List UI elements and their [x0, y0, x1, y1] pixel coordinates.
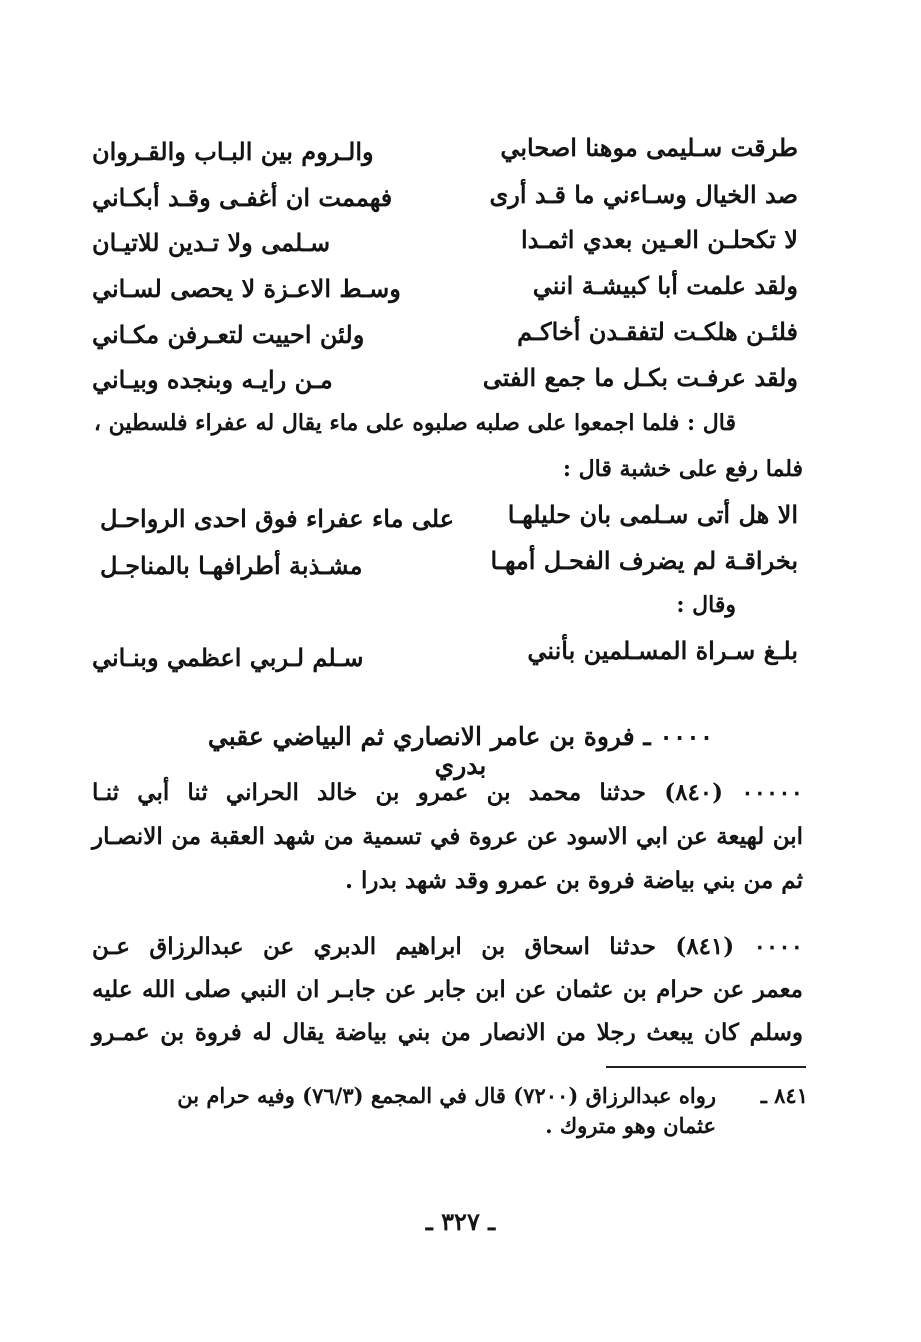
- poem2-line2-hemistich-right: بخراقـة لم يضرف الفحـل أمهـا: [490, 546, 798, 575]
- poem1-line2-hemistich-right: صد الخيال وسـاءني ما قـد أرى: [489, 180, 798, 209]
- poem1-line5-hemistich-left: ولئن احييت لتعـرفن مكـاني: [92, 320, 365, 349]
- poem1-line6-hemistich-right: ولقد عرفـت بكـل ما جمع الفتى: [482, 363, 798, 392]
- poem1-line3-hemistich-right: لا تكحلـن العـين بعدي اثمـدا: [520, 225, 798, 254]
- poem1-line6-hemistich-left: مـن رايـه وبنجده وبيـاني: [92, 365, 333, 394]
- waqal-label: وقال :: [676, 592, 736, 618]
- paragraph-1-line: ابن لهيعة عن ابي الاسود عن عروة في تسمية من شهد العقبة من الانصـار: [92, 823, 803, 850]
- footnote-separator: [606, 1066, 806, 1068]
- poem3-line1-hemistich-left: سـلم لـربي اعظمي وبنـاني: [92, 643, 364, 672]
- poem1-line4-hemistich-right: ولقد علمت أبا كبيشـة انني: [532, 271, 798, 300]
- paragraph-1-line: ثم من بني بياضة فروة بن عمرو وقد شهد بدرا .: [344, 867, 803, 894]
- poem2-line1-hemistich-left: على ماء عفراء فوق احدى الرواحـل: [100, 504, 455, 533]
- poem1-line3-hemistich-left: سـلمى ولا تـدين للاتيـان: [92, 228, 331, 257]
- poem1-line5-hemistich-right: فلئـن هلكـت لتفقـدن أخاكـم: [517, 317, 798, 346]
- poem1-line1-hemistich-right: طرقت سـليمى موهنا اصحابي: [500, 133, 798, 162]
- narration-line: قال : فلما اجمعوا على صلبه صلبوه على ماء يقال له عفراء فلسطين ،: [93, 410, 736, 436]
- footnote-line: عثمان وهو متروك .: [545, 1113, 716, 1138]
- section-heading: ٠٠٠٠ ـ فروة بن عامر الانصاري ثم البياضي عقبي بدري: [207, 722, 714, 780]
- footnote-number: ٨٤١ ـ: [760, 1083, 808, 1108]
- page-number: ـ ٣٢٧ ـ: [425, 1207, 496, 1236]
- poem3-line1-hemistich-right: بلـغ سـراة المسـلمين بأنني: [527, 636, 798, 665]
- poem1-line2-hemistich-left: فهممت ان أغفـى وقـد أبكـاني: [92, 183, 393, 212]
- paragraph-2-line: وسلم كان يبعث رجلا من الانصار من بني بياضة يقال له فروة بن عمـرو: [92, 1019, 803, 1046]
- paragraph-2-line: معمر عن حرام بن عثمان عن ابن جابر عن جابـر ان النبي صلى الله عليه: [92, 976, 803, 1003]
- footnote-line: رواه عبدالرزاق (٧٢٠٠) قال في المجمع (٧٦/٣) وفيه حرام بن: [177, 1083, 716, 1108]
- poem2-line2-hemistich-left: مشـذبة أطرافهـا بالمناجـل: [100, 551, 363, 580]
- poem2-line1-hemistich-right: الا هل أتى سـلمى بان حليلهـا: [507, 500, 798, 529]
- paragraph-2-line: ٠٠٠٠ (٨٤١) حدثنا اسحاق بن ابراهيم الدبري عن عبدالرزاق عـن: [92, 933, 803, 960]
- narration-line: فلما رفع على خشبة قال :: [562, 456, 803, 482]
- poem1-line4-hemistich-left: وسـط الاعـزة لا يحصى لسـاني: [92, 274, 401, 303]
- paragraph-1-line: ٠٠٠٠٠ (٨٤٠) حدثنا محمد بن عمرو بن خالد الحراني ثنا أبي ثنـا: [92, 779, 803, 806]
- poem1-line1-hemistich-left: والـروم بين البـاب والقـروان: [92, 137, 374, 166]
